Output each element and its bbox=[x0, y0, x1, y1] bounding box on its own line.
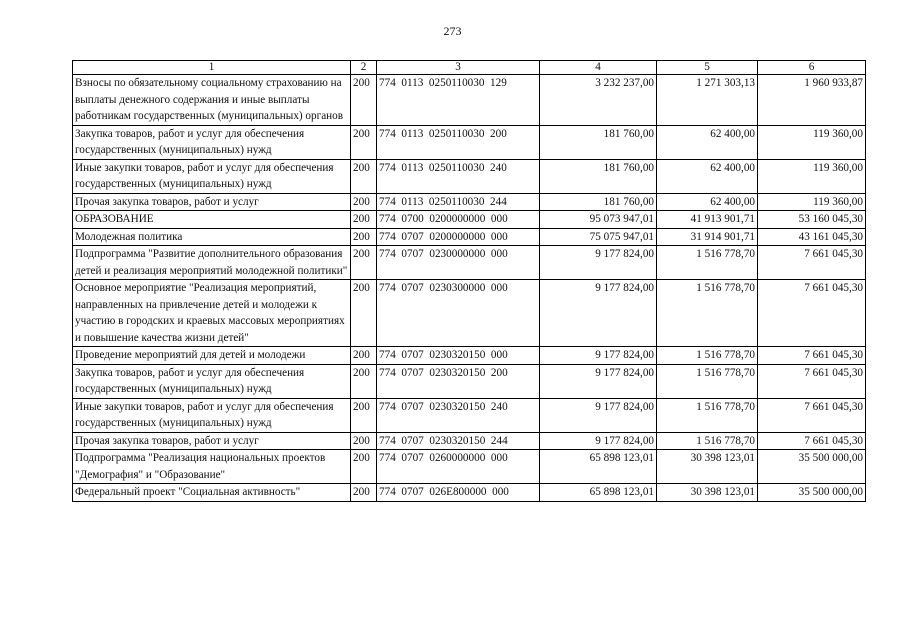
row-amount-col6-cell: 119 360,00 bbox=[758, 125, 866, 159]
row-grbs-cell: 200 bbox=[351, 193, 377, 211]
table-header-row bbox=[73, 61, 866, 75]
row-amount-col5-cell: 1 516 778,70 bbox=[657, 398, 758, 432]
row-code-cell: 774 0113 0250110030 240 bbox=[377, 159, 540, 193]
row-amount-col6-cell: 1 960 933,87 bbox=[758, 75, 866, 126]
row-amount-col6-cell: 35 500 000,00 bbox=[758, 484, 866, 502]
row-amount-col4-cell: 3 232 237,00 bbox=[540, 75, 657, 126]
row-amount-col5-cell: 1 271 303,13 bbox=[657, 75, 758, 126]
row-name-cell: Молодежная политика bbox=[73, 228, 351, 246]
table-row bbox=[73, 484, 866, 502]
row-code-cell: 774 0707 0230320150 200 bbox=[377, 364, 540, 398]
row-code-cell: 774 0707 0230300000 000 bbox=[377, 280, 540, 347]
row-grbs-cell: 200 bbox=[351, 75, 377, 126]
row-amount-col5-cell: 1 516 778,70 bbox=[657, 246, 758, 280]
row-code-cell: 774 0707 0230320150 000 bbox=[377, 347, 540, 365]
row-grbs-cell: 200 bbox=[351, 432, 377, 450]
row-grbs-cell: 200 bbox=[351, 364, 377, 398]
row-amount-col5-cell: 62 400,00 bbox=[657, 193, 758, 211]
row-name-cell: Взносы по обязательному социальному страхованию на выплаты денежного содержания и иные выплаты работникам государственных (муниципальных) органов bbox=[73, 75, 351, 126]
row-amount-col6-cell: 119 360,00 bbox=[758, 159, 866, 193]
row-code-cell: 774 0113 0250110030 129 bbox=[377, 75, 540, 126]
row-name-cell: Иные закупки товаров, работ и услуг для обеспечения государственных (муниципальных) нужд bbox=[73, 159, 351, 193]
row-amount-col5-cell: 31 914 901,71 bbox=[657, 228, 758, 246]
row-amount-col5-cell: 41 913 901,71 bbox=[657, 211, 758, 229]
row-grbs-cell: 200 bbox=[351, 125, 377, 159]
table-row bbox=[73, 211, 866, 229]
row-amount-col4-cell: 181 760,00 bbox=[540, 193, 657, 211]
row-amount-col6-cell: 7 661 045,30 bbox=[758, 246, 866, 280]
row-amount-col4-cell: 65 898 123,01 bbox=[540, 484, 657, 502]
row-amount-col6-cell: 7 661 045,30 bbox=[758, 347, 866, 365]
column-header-4: 4 bbox=[540, 61, 657, 75]
row-code-cell: 774 0700 0200000000 000 bbox=[377, 211, 540, 229]
table-row bbox=[73, 364, 866, 398]
table-row bbox=[73, 432, 866, 450]
table-row bbox=[73, 246, 866, 280]
row-amount-col6-cell: 53 160 045,30 bbox=[758, 211, 866, 229]
row-code-cell: 774 0113 0250110030 200 bbox=[377, 125, 540, 159]
table-row bbox=[73, 125, 866, 159]
row-amount-col4-cell: 65 898 123,01 bbox=[540, 450, 657, 484]
row-amount-col4-cell: 9 177 824,00 bbox=[540, 398, 657, 432]
row-amount-col5-cell: 1 516 778,70 bbox=[657, 364, 758, 398]
row-code-cell: 774 0707 0260000000 000 bbox=[377, 450, 540, 484]
row-code-cell: 774 0707 0230000000 000 bbox=[377, 246, 540, 280]
row-name-cell: Иные закупки товаров, работ и услуг для обеспечения государственных (муниципальных) нужд bbox=[73, 398, 351, 432]
row-grbs-cell: 200 bbox=[351, 280, 377, 347]
row-name-cell: Подпрограмма "Реализация национальных проектов "Демография" и "Образование" bbox=[73, 450, 351, 484]
row-code-cell: 774 0707 0230320150 240 bbox=[377, 398, 540, 432]
row-amount-col6-cell: 35 500 000,00 bbox=[758, 450, 866, 484]
budget-table bbox=[72, 60, 866, 502]
row-code-cell: 774 0707 0200000000 000 bbox=[377, 228, 540, 246]
row-amount-col6-cell: 7 661 045,30 bbox=[758, 280, 866, 347]
row-amount-col4-cell: 9 177 824,00 bbox=[540, 364, 657, 398]
column-header-5: 5 bbox=[657, 61, 758, 75]
row-amount-col6-cell: 7 661 045,30 bbox=[758, 432, 866, 450]
row-amount-col4-cell: 9 177 824,00 bbox=[540, 246, 657, 280]
row-amount-col5-cell: 30 398 123,01 bbox=[657, 484, 758, 502]
row-name-cell: Основное мероприятие "Реализация мероприятий, направленных на привлечение детей и молодежи к участию в городских и краевых массовых мероприятиях и повышение качества жизни детей" bbox=[73, 280, 351, 347]
row-name-cell: Подпрограмма "Развитие дополнительного образования детей и реализация мероприятий молодежной политики" bbox=[73, 246, 351, 280]
row-grbs-cell: 200 bbox=[351, 159, 377, 193]
row-amount-col4-cell: 9 177 824,00 bbox=[540, 432, 657, 450]
row-name-cell: Закупка товаров, работ и услуг для обеспечения государственных (муниципальных) нужд bbox=[73, 364, 351, 398]
table-row bbox=[73, 193, 866, 211]
row-code-cell: 774 0113 0250110030 244 bbox=[377, 193, 540, 211]
row-code-cell: 774 0707 026E800000 000 bbox=[377, 484, 540, 502]
row-name-cell: Федеральный проект "Социальная активность" bbox=[73, 484, 351, 502]
row-code-cell: 774 0707 0230320150 244 bbox=[377, 432, 540, 450]
table-row bbox=[73, 398, 866, 432]
row-name-cell: Прочая закупка товаров, работ и услуг bbox=[73, 432, 351, 450]
table-row bbox=[73, 75, 866, 126]
row-amount-col6-cell: 7 661 045,30 bbox=[758, 364, 866, 398]
row-name-cell: ОБРАЗОВАНИЕ bbox=[73, 211, 351, 229]
table-row bbox=[73, 159, 866, 193]
row-amount-col5-cell: 62 400,00 bbox=[657, 159, 758, 193]
row-amount-col4-cell: 95 073 947,01 bbox=[540, 211, 657, 229]
row-amount-col4-cell: 75 075 947,01 bbox=[540, 228, 657, 246]
row-grbs-cell: 200 bbox=[351, 246, 377, 280]
row-grbs-cell: 200 bbox=[351, 211, 377, 229]
row-grbs-cell: 200 bbox=[351, 347, 377, 365]
row-amount-col4-cell: 9 177 824,00 bbox=[540, 280, 657, 347]
row-name-cell: Закупка товаров, работ и услуг для обеспечения государственных (муниципальных) нужд bbox=[73, 125, 351, 159]
row-amount-col5-cell: 1 516 778,70 bbox=[657, 347, 758, 365]
row-name-cell: Прочая закупка товаров, работ и услуг bbox=[73, 193, 351, 211]
column-header-1: 1 bbox=[73, 61, 351, 75]
table-row bbox=[73, 228, 866, 246]
row-grbs-cell: 200 bbox=[351, 450, 377, 484]
row-amount-col4-cell: 181 760,00 bbox=[540, 159, 657, 193]
row-amount-col4-cell: 9 177 824,00 bbox=[540, 347, 657, 365]
table-row bbox=[73, 347, 866, 365]
row-grbs-cell: 200 bbox=[351, 484, 377, 502]
row-amount-col5-cell: 62 400,00 bbox=[657, 125, 758, 159]
row-amount-col5-cell: 30 398 123,01 bbox=[657, 450, 758, 484]
row-grbs-cell: 200 bbox=[351, 398, 377, 432]
row-name-cell: Проведение мероприятий для детей и молодежи bbox=[73, 347, 351, 365]
table-row bbox=[73, 280, 866, 347]
column-header-6: 6 bbox=[758, 61, 866, 75]
row-amount-col4-cell: 181 760,00 bbox=[540, 125, 657, 159]
row-amount-col6-cell: 43 161 045,30 bbox=[758, 228, 866, 246]
row-amount-col5-cell: 1 516 778,70 bbox=[657, 280, 758, 347]
table-row bbox=[73, 450, 866, 484]
row-grbs-cell: 200 bbox=[351, 228, 377, 246]
row-amount-col5-cell: 1 516 778,70 bbox=[657, 432, 758, 450]
page-number: 273 bbox=[443, 24, 462, 38]
column-header-2: 2 bbox=[351, 61, 377, 75]
column-header-3: 3 bbox=[377, 61, 540, 75]
row-amount-col6-cell: 119 360,00 bbox=[758, 193, 866, 211]
row-amount-col6-cell: 7 661 045,30 bbox=[758, 398, 866, 432]
